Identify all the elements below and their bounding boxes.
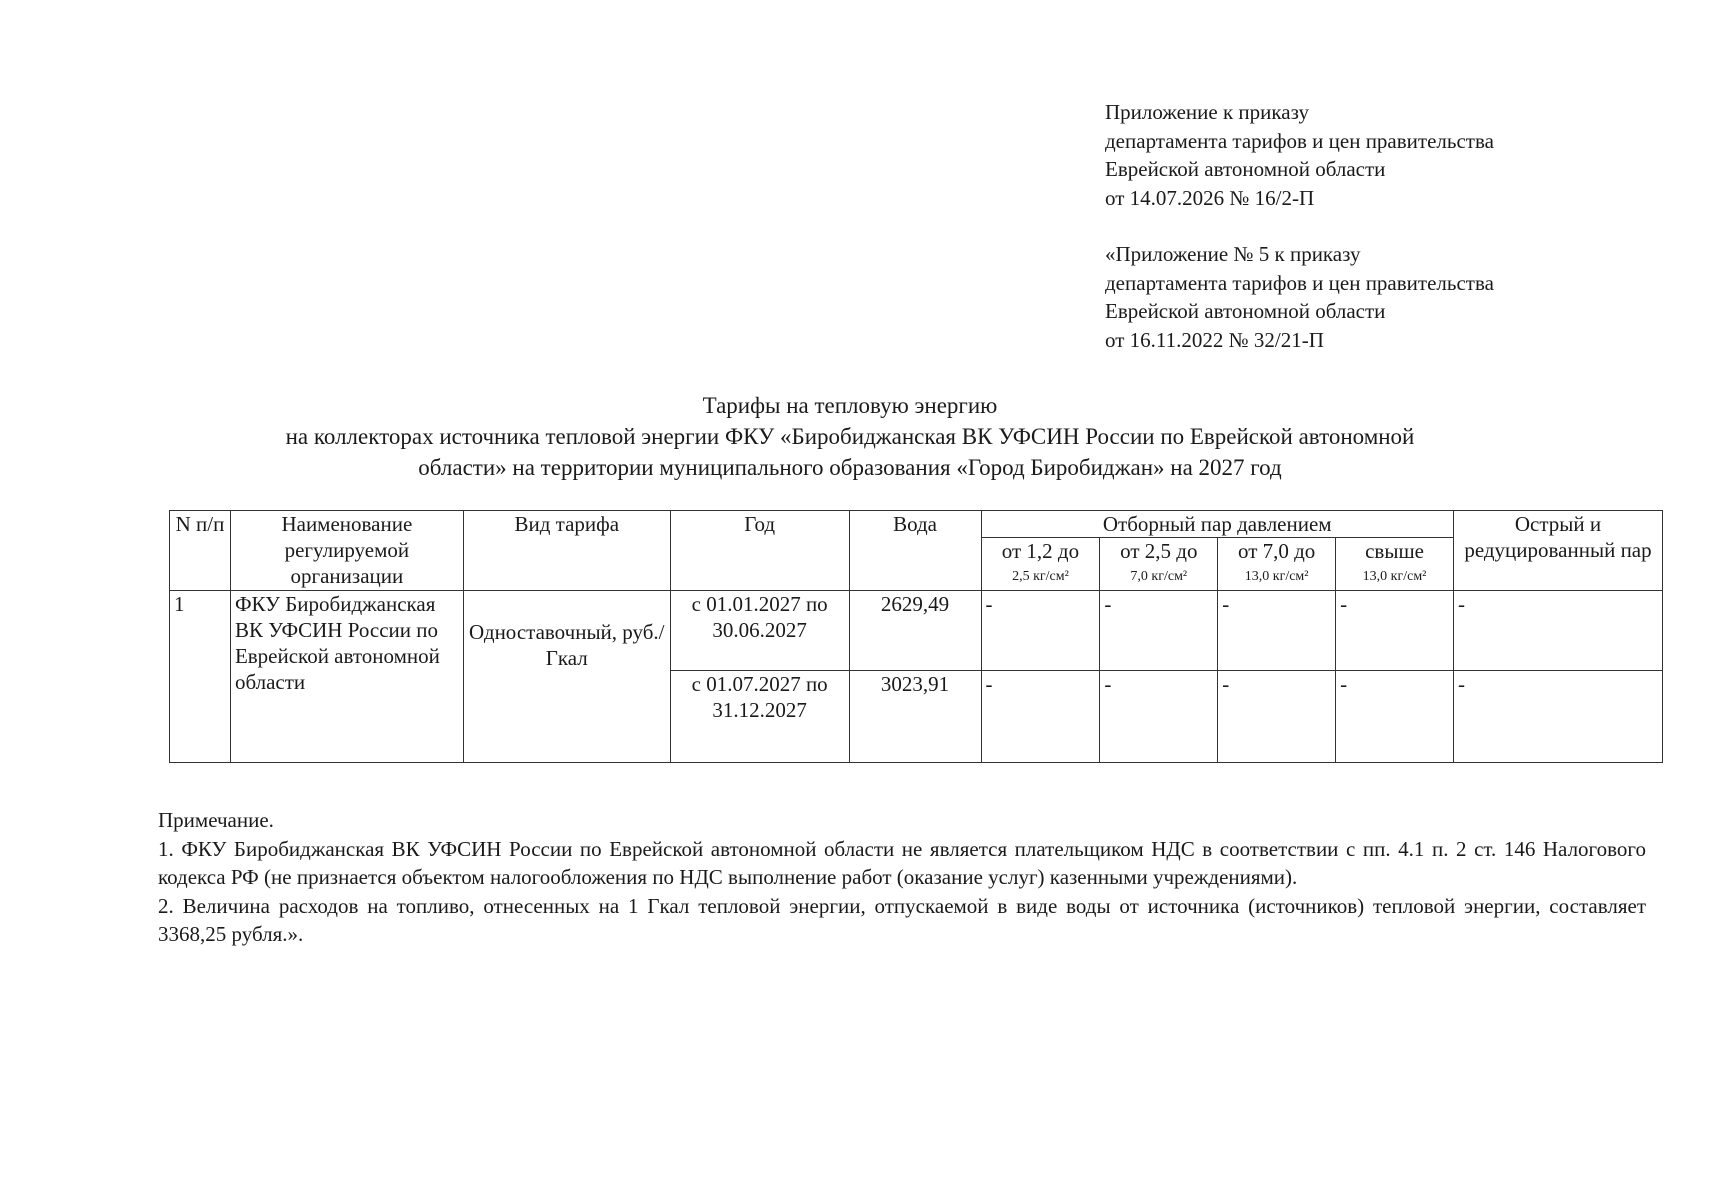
col-tariff-type-header: Вид тарифа	[463, 511, 670, 591]
col-sharp-steam-header: Острый и редуцированный пар	[1453, 511, 1662, 591]
appendix-line: от 16.11.2022 № 32/21-П	[1105, 327, 1324, 352]
row-period-2-steam-1: -	[981, 671, 1100, 763]
row-period-1-sharp: -	[1453, 591, 1662, 671]
col-steam-4-header	[1336, 538, 1454, 591]
col-steam-3-header	[1218, 538, 1336, 591]
steam-1-label: от 1,2 до	[1001, 539, 1080, 563]
appendix-line: от 14.07.2026 № 16/2-П	[1105, 185, 1315, 210]
row-num: 1	[170, 591, 231, 763]
steam-4-unit: 13,0 кг/см²	[1362, 569, 1427, 584]
row-period-2-steam-4: -	[1336, 671, 1454, 763]
row-period-2-sharp: -	[1453, 671, 1662, 763]
steam-3-label: от 7,0 до	[1237, 539, 1316, 563]
steam-2-unit: 7,0 кг/см²	[1130, 569, 1188, 584]
col-year-header: Год	[670, 511, 849, 591]
col-water-header: Вода	[849, 511, 981, 591]
appendix-line: департамента тарифов и цен правительства	[1105, 270, 1494, 295]
header-row	[170, 511, 1663, 538]
note-item-2: 2. Величина расходов на топливо, отнесенных на 1 Гкал тепловой энергии, отпускаемой в виде воды от источника (источников) тепловой энергии, составляет 3368,25 рубля.».	[158, 893, 1646, 946]
row-period-2-water: 3023,91	[849, 671, 981, 763]
row-period-2-steam-3: -	[1218, 671, 1336, 763]
steam-2-label: от 2,5 до	[1120, 539, 1198, 563]
steam-3-unit: 13,0 кг/см²	[1244, 569, 1309, 584]
appendix-line: Еврейской автономной области	[1105, 299, 1386, 323]
row-period-2-steam-2: -	[1100, 671, 1218, 763]
row-period-1-steam-1: -	[981, 591, 1100, 671]
notes-section	[158, 806, 1646, 949]
appendix-line: Еврейской автономной области	[1105, 157, 1386, 181]
steam-1-unit: 2,5 кг/см²	[1012, 569, 1069, 584]
row-tariff-type: Одноставочный, руб./Гкал	[463, 591, 670, 763]
col-steam-2-header	[1100, 538, 1218, 591]
appendix-header	[1105, 98, 1665, 354]
title-line-3: области» на территории муниципального образования «Город Биробиджан» на 2027 год	[418, 455, 1282, 480]
row-period-1-year: с 01.01.2027 по 30.06.2027	[670, 591, 849, 671]
steam-4-label: свыше	[1365, 539, 1424, 563]
appendix-line: Приложение к приказу	[1105, 100, 1309, 124]
appendix-line: «Приложение № 5 к приказу	[1105, 242, 1361, 266]
col-steam-1-header	[981, 538, 1100, 591]
title-line-2: на коллекторах источника тепловой энергии ФКУ «Биробиджанская ВК УФСИН России по Еврейской автономной	[285, 424, 1415, 449]
title-line-1: Тарифы на тепловую энергию	[702, 393, 998, 418]
table-row	[170, 591, 1663, 671]
row-period-1-water: 2629,49	[849, 591, 981, 671]
notes-heading: Примечание.	[158, 808, 274, 832]
tariff-table	[169, 510, 1663, 763]
note-item-1: 1. ФКУ Биробиджанская ВК УФСИН России по Еврейской автономной области не является плательщиком НДС в соответствии с пп. 4.1 п. 2 ст. 146 Налогового кодекса РФ (не признается объектом налогообложения по НДС выполнение работ (оказание услуг) казенными учреждениями).	[158, 836, 1646, 889]
row-org: ФКУ Биробиджанская ВК УФСИН России по Еврейской автономной области	[230, 591, 463, 763]
col-num-header: N п/п	[170, 511, 231, 591]
row-period-1-steam-2: -	[1100, 591, 1218, 671]
col-steam-group-header: Отборный пар давлением	[981, 511, 1453, 538]
col-org-header: Наименование регулируемой организации	[230, 511, 463, 591]
row-period-1-steam-4: -	[1336, 591, 1454, 671]
document-title	[150, 390, 1550, 483]
row-period-1-steam-3: -	[1218, 591, 1336, 671]
row-period-2-year: с 01.07.2027 по 31.12.2027	[670, 671, 849, 763]
appendix-line: департамента тарифов и цен правительства	[1105, 128, 1494, 153]
